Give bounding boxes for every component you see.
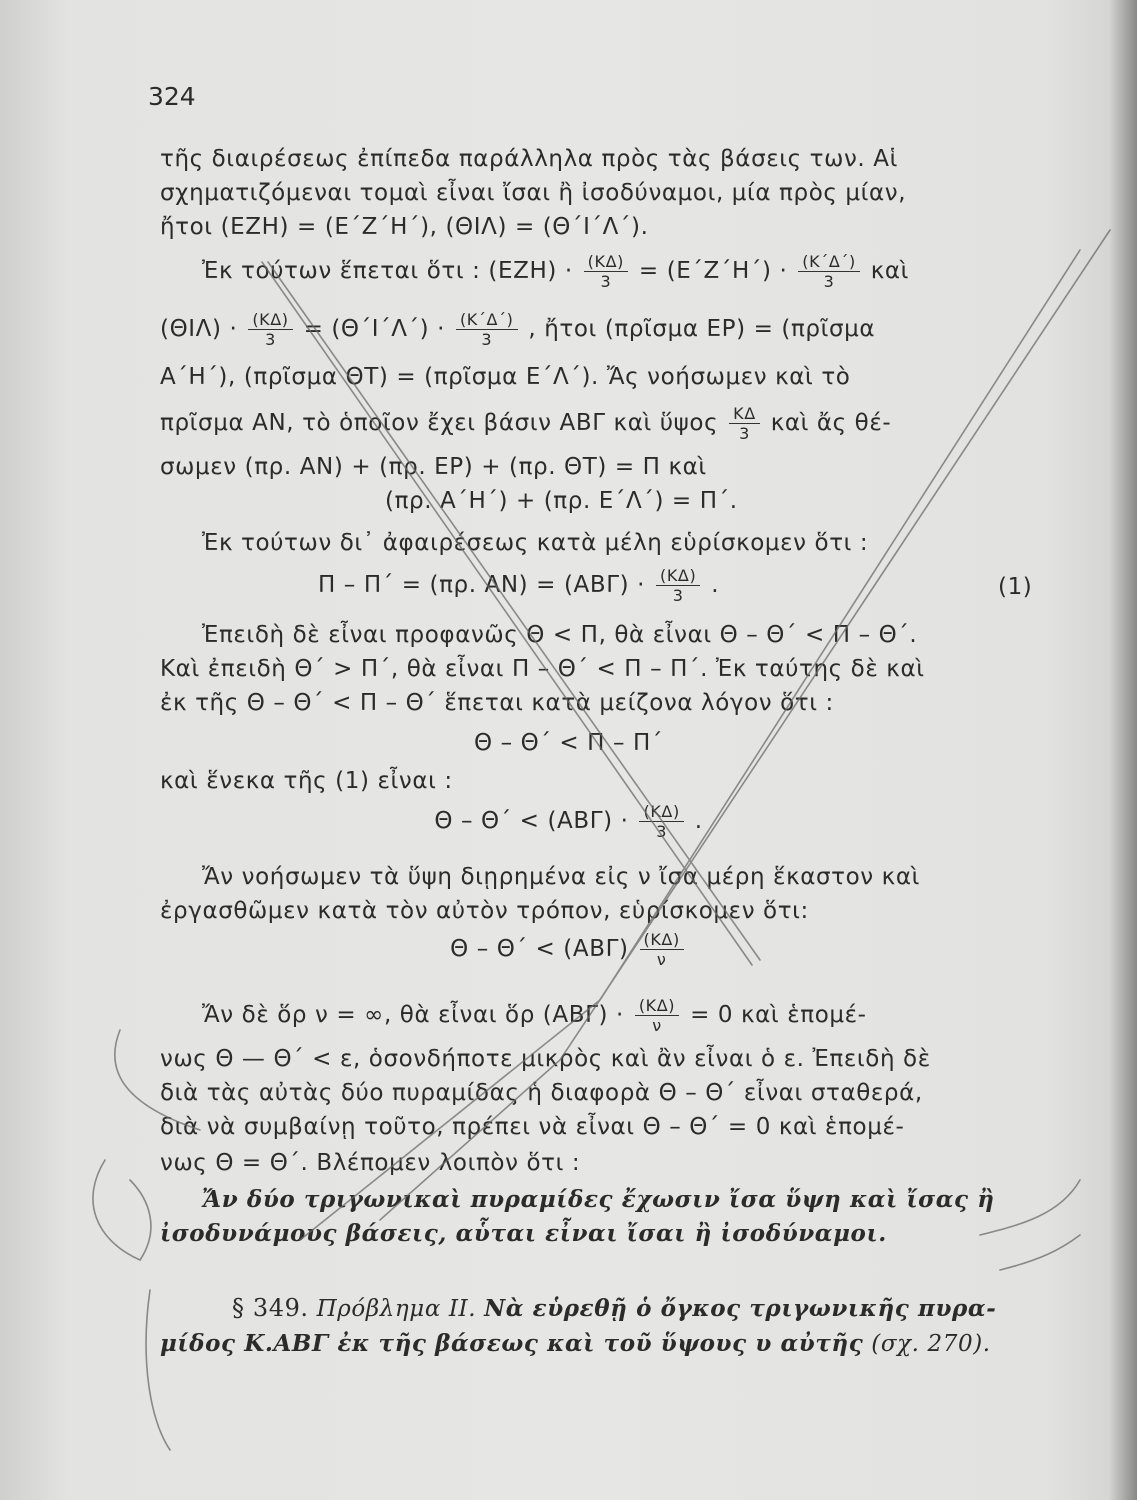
text-line-4-c: καὶ	[870, 258, 910, 284]
text-line-20	[0, 930, 1137, 969]
text-line-15: Θ – Θ΄ < Π – Π΄	[474, 730, 663, 756]
text-line-17	[0, 802, 1137, 841]
fraction-denominator: 3	[481, 330, 493, 349]
fraction-numerator: (Κ΄Δ΄)	[798, 252, 860, 272]
fraction-denominator: 3	[823, 272, 835, 291]
fraction-denominator: ν	[652, 1016, 662, 1035]
fraction-denominator: 3	[600, 272, 612, 291]
text-line-16: καὶ ἕνεκα τῆς (1) εἶναι :	[160, 768, 453, 794]
text-line-7-a: πρῖσμα ΑΝ, τὸ ὁποῖον ἔχει βάσιν ΑΒΓ καὶ ὕψος	[160, 410, 719, 436]
fraction-numerator: (ΚΔ)	[584, 252, 628, 272]
fraction-kd-3	[639, 802, 683, 841]
pencil-stroke	[93, 1160, 151, 1260]
fraction-denominator: 3	[672, 586, 684, 605]
fraction-numerator: (ΚΔ)	[656, 566, 700, 586]
text-line-17-a: Θ – Θ΄ < (ΑΒΓ) ·	[434, 808, 629, 834]
text-line-11-b: .	[711, 572, 720, 598]
text-line-8: σωμεν (πρ. ΑΝ) + (πρ. ΕΡ) + (πρ. ΘΤ) = Π καὶ	[160, 454, 707, 480]
text-line-20-a: Θ – Θ΄ < (ΑΒΓ)	[450, 936, 629, 962]
fraction-kd-3	[656, 566, 700, 605]
text-line-10: Ἐκ τούτων δι᾽ ἀφαιρέσεως κατὰ μέλη εὑρίσκομεν ὅτι :	[202, 530, 869, 556]
fraction-denominator: 3	[265, 330, 276, 349]
fraction-kd-3	[248, 310, 292, 349]
fraction-numerator: (ΚΔ)	[635, 996, 679, 1016]
text-line-5-c: , ἤτοι (πρῖσμα ΕΡ) = (πρῖσμα	[528, 316, 876, 342]
text-line-1: τῆς διαιρέσεως ἐπίπεδα παράλληλα πρὸς τὰς βάσεις των. Αἱ	[160, 146, 898, 172]
text-line-21	[202, 996, 867, 1035]
figure-reference: (σχ. 270).	[871, 1331, 991, 1357]
fraction-kd-nu	[640, 930, 684, 969]
theorem-line-2: ἰσοδυνάμους βάσεις, αὗται εἶναι ἴσαι ἢ ἰσοδύναμοι.	[160, 1220, 887, 1247]
text-line-12: Ἐπειδὴ δὲ εἶναι προφανῶς Θ < Π, θὰ εἶναι Θ – Θ΄ < Π – Θ΄.	[202, 622, 918, 648]
text-line-25: νως Θ = Θ΄. Βλέπομεν λοιπὸν ὅτι :	[160, 1150, 581, 1176]
text-line-13: Καὶ ἐπειδὴ Θ΄ > Π΄, θὰ εἶναι Π – Θ΄ < Π – Π΄. Ἐκ ταύτης δὲ καὶ	[160, 656, 925, 682]
pencil-stroke	[1000, 1235, 1080, 1270]
text-line-11-a: Π – Π΄ = (πρ. ΑΝ) = (ΑΒΓ) ·	[318, 572, 646, 598]
text-line-19: ἐργασθῶμεν κατὰ τὸν αὐτὸν τρόπον, εὑρίσκομεν ὅτι:	[160, 898, 809, 924]
problem-heading-line-2	[160, 1330, 991, 1357]
text-line-11	[318, 566, 719, 605]
text-line-21-b: = 0 καὶ ἑπομέ-	[690, 1002, 867, 1028]
text-line-3: ἤτοι (ΕΖΗ) = (Ε΄Ζ΄Η΄), (ΘΙΛ) = (Θ΄Ι΄Λ΄).	[160, 214, 649, 240]
text-line-5	[160, 310, 875, 349]
problem-label: Πρόβλημα ΙΙ.	[316, 1296, 477, 1322]
text-line-4-a: Ἐκ τούτων ἕπεται ὅτι : (ΕΖΗ) ·	[202, 258, 573, 284]
text-line-23: διὰ τὰς αὐτὰς δύο πυραμίδας ἡ διαφορὰ Θ – Θ΄ εἶναι σταθερά,	[160, 1080, 923, 1106]
section-number: § 349.	[232, 1294, 309, 1322]
text-line-18: Ἄν νοήσωμεν τὰ ὕψη διῃρημένα εἰς ν ἴσα μέρη ἕκαστον καὶ	[202, 864, 920, 890]
problem-statement-2: μίδος Κ.ΑΒΓ ἐκ τῆς βάσεως καὶ τοῦ ὕψους υ αὐτῆς	[160, 1330, 864, 1357]
text-line-4-b: = (Ε΄Ζ΄Η΄) ·	[638, 258, 788, 284]
fraction-numerator: (ΚΔ)	[248, 310, 292, 330]
page-number: 324	[148, 82, 196, 111]
text-line-2: σχηματιζόμεναι τομαὶ εἶναι ἴσαι ἢ ἰσοδύναμοι, μία πρὸς μίαν,	[160, 180, 907, 206]
text-line-9: (πρ. Α΄Η΄) + (πρ. Ε΄Λ΄) = Π΄.	[385, 488, 738, 514]
problem-heading-line-1	[232, 1294, 996, 1322]
fraction-k-d-3	[456, 310, 518, 349]
page-edge-shadow	[1109, 0, 1137, 1500]
pencil-stroke	[980, 1180, 1080, 1235]
fraction-kd-3	[584, 252, 628, 291]
fraction-kd-nu	[635, 996, 679, 1035]
text-line-5-a: (ΘΙΛ) ·	[160, 316, 238, 342]
fraction-numerator: (Κ΄Δ΄)	[456, 310, 518, 330]
equation-number: (1)	[998, 574, 1033, 600]
text-line-5-b: = (Θ΄Ι΄Λ΄) ·	[303, 316, 446, 342]
text-line-17-b: .	[694, 808, 703, 834]
fraction-denominator: 3	[656, 822, 668, 841]
fraction-numerator: ΚΔ	[729, 404, 760, 424]
fraction-k-d-3	[798, 252, 860, 291]
fraction-kd-3-plain	[729, 404, 760, 443]
pencil-stroke	[146, 1290, 170, 1450]
fraction-numerator: (ΚΔ)	[640, 930, 684, 950]
text-line-4	[202, 252, 909, 291]
text-line-24: διὰ νὰ συμβαίνῃ τοῦτο, πρέπει νὰ εἶναι Θ – Θ΄ = 0 καὶ ἑπομέ-	[160, 1114, 905, 1140]
fraction-numerator: (ΚΔ)	[639, 802, 683, 822]
text-line-22: νως Θ — Θ΄ < ε, ὁσονδήποτε μικρὸς καὶ ἂν εἶναι ὁ ε. Ἐπειδὴ δὲ	[160, 1046, 931, 1072]
text-line-7	[160, 404, 891, 443]
fraction-denominator: 3	[739, 424, 750, 443]
theorem-line-1: Ἄν δύο τριγωνικαὶ πυραμίδες ἔχωσιν ἴσα ὕψη καὶ ἴσας ἢ	[202, 1186, 995, 1213]
fraction-denominator: ν	[656, 950, 667, 969]
text-line-7-b: καὶ ἄς θέ-	[770, 410, 892, 436]
problem-statement-1: Νὰ εὑρεθῇ ὁ ὄγκος τριγωνικῆς πυρα-	[484, 1295, 997, 1322]
text-line-21-a: Ἄν δὲ ὅρ ν = ∞, θὰ εἶναι ὅρ (ΑΒΓ) ·	[202, 1002, 624, 1028]
text-line-6: Α΄Η΄), (πρῖσμα ΘΤ) = (πρῖσμα Ε΄Λ΄). Ἄς νοήσωμεν καὶ τὸ	[160, 364, 851, 390]
text-line-14: ἐκ τῆς Θ – Θ΄ < Π – Θ΄ ἕπεται κατὰ μείζονα λόγον ὅτι :	[160, 690, 834, 716]
